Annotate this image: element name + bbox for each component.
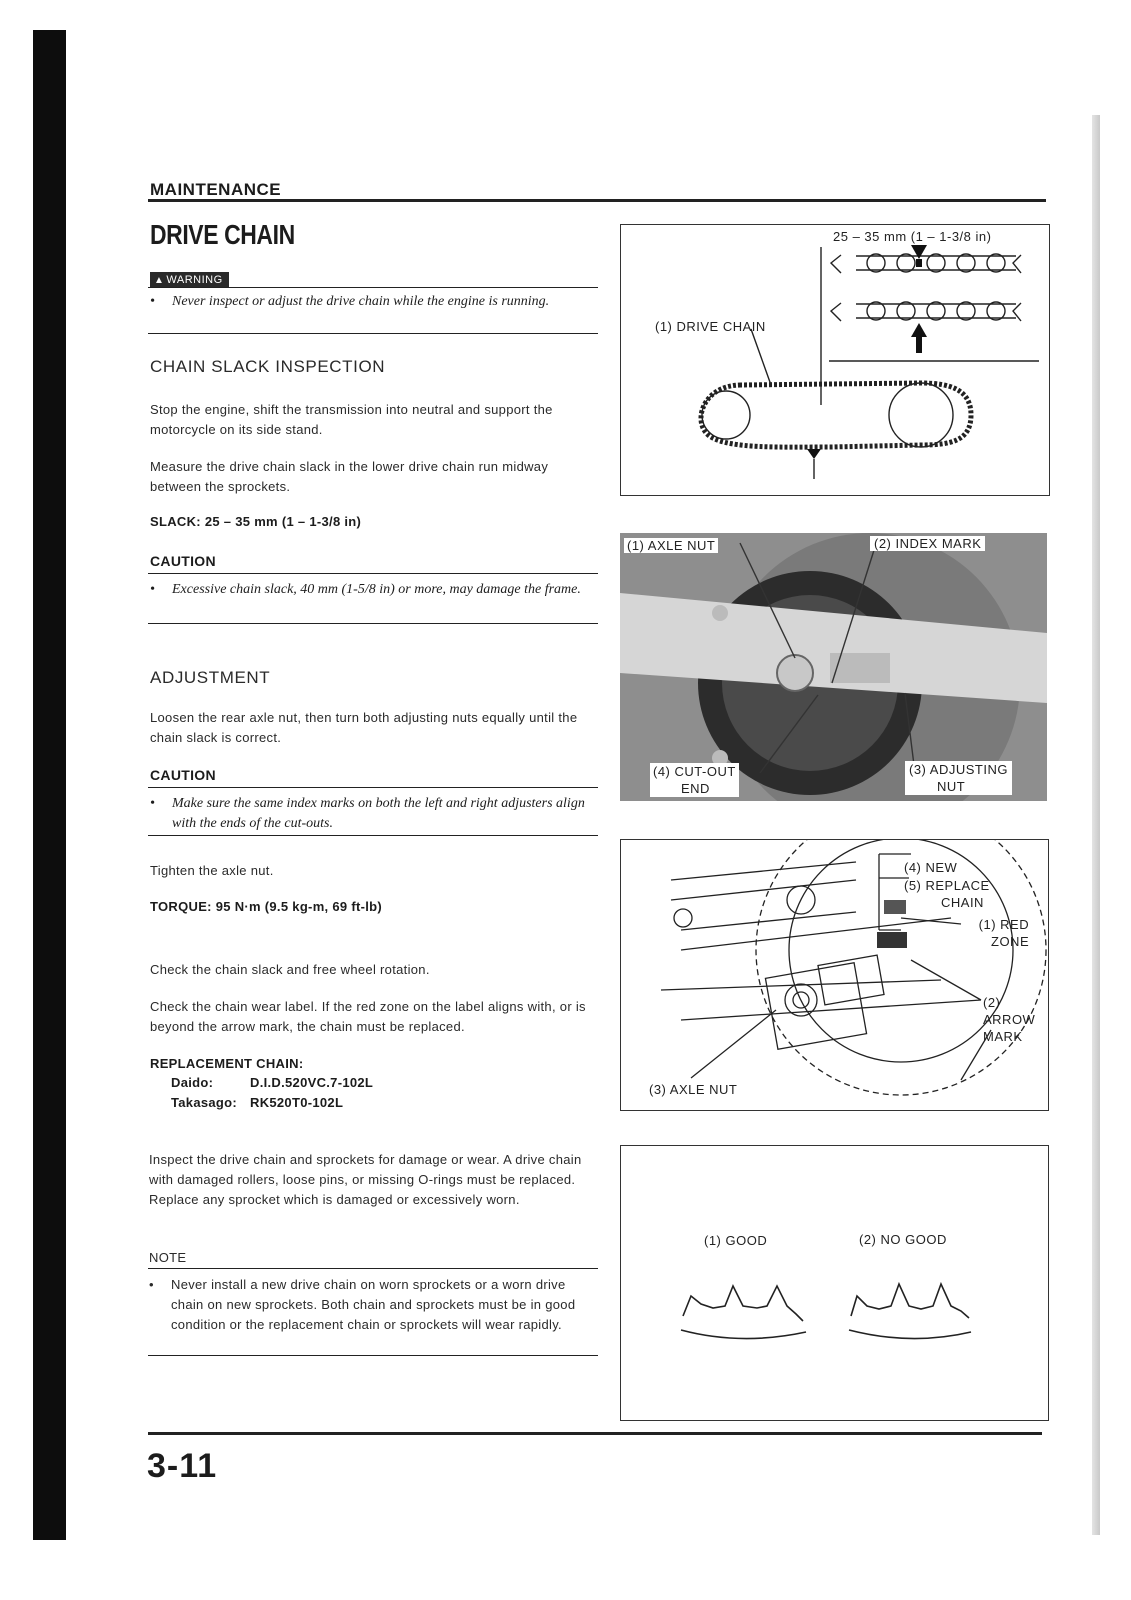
tighten-text: Tighten the axle nut. xyxy=(150,863,274,878)
axle-nut-label-2: (3) AXLE NUT xyxy=(649,1082,738,1097)
cut-out-label xyxy=(650,763,739,797)
warning-badge xyxy=(150,272,229,288)
replace-chain-label xyxy=(904,877,990,911)
inspection-para-2: Measure the drive chain slack in the lower drive chain run midway between the sprockets. xyxy=(150,459,549,494)
warning-rule-top xyxy=(148,287,598,288)
daido-label: Daido: xyxy=(171,1075,214,1090)
inspect-text: Inspect the drive chain and sprockets for damage or wear. A drive chain with damaged rollers, loose pins, or missing O-rings must be replaced. Replace any sprocket which is damaged or excessively worn. xyxy=(149,1152,582,1207)
caution-heading-2: CAUTION xyxy=(150,767,216,783)
caution-rule-top-2 xyxy=(148,787,598,788)
page-number: 3-11 xyxy=(147,1447,218,1485)
drive-chain-label: (1) DRIVE CHAIN xyxy=(655,319,766,334)
caution-rule-top-1 xyxy=(148,573,598,574)
replacement-heading: REPLACEMENT CHAIN: xyxy=(150,1056,304,1071)
replace-chain-label-line-2: CHAIN xyxy=(941,895,984,910)
arrow-mark-label-line-3: MARK xyxy=(983,1029,1023,1044)
warning-text: Never inspect or adjust the drive chain while the engine is running. xyxy=(172,294,550,309)
adjustment-para-1: Loosen the rear axle nut, then turn both adjusting nuts equally until the chain slack is correct. xyxy=(150,710,578,745)
note-text: Never install a new drive chain on worn sprockets or a worn drive chain on new sprockets. Both chain and sprockets must be in good condition or the replacement chain or sprockets will wear rapidly. xyxy=(171,1277,576,1332)
caution-item-1 xyxy=(150,580,598,600)
inspection-heading: CHAIN SLACK INSPECTION xyxy=(150,357,386,376)
footer-rule xyxy=(148,1432,1042,1435)
section-header: MAINTENANCE xyxy=(150,180,282,199)
caution-rule-bottom-1 xyxy=(148,623,598,624)
figure-sprocket xyxy=(620,1145,1049,1421)
caution-text-1: Excessive chain slack, 40 mm (1-5/8 in) or more, may damage the frame. xyxy=(172,582,581,597)
header-rule xyxy=(148,199,1046,202)
sprocket-teeth-diagram xyxy=(621,1146,1048,1420)
figure-wear-label xyxy=(620,839,1049,1111)
red-zone-label xyxy=(961,916,1029,950)
check-text-2: Check the chain wear label. If the red zone on the label aligns with, or is beyond the arrow mark, the chain must be replaced. xyxy=(150,999,586,1034)
slack-dimension: 25 – 35 mm (1 – 1-3/8 in) xyxy=(833,229,992,244)
bullet-icon: • xyxy=(149,1277,154,1292)
binding-shadow xyxy=(33,30,66,1540)
arrow-mark-label-line-2: ARROW xyxy=(983,1012,1036,1027)
torque-spec: TORQUE: 95 N·m (9.5 kg-m, 69 ft-lb) xyxy=(150,899,383,914)
inspection-para-1: Stop the engine, shift the transmission into neutral and support the motorcycle on its side stand. xyxy=(150,402,553,437)
check-text-1: Check the chain slack and free wheel rotation. xyxy=(150,962,430,977)
note-rule-top xyxy=(148,1268,598,1269)
warning-badge-label: WARNING xyxy=(166,274,223,286)
no-good-label: (2) NO GOOD xyxy=(859,1232,947,1247)
caution-heading-1: CAUTION xyxy=(150,553,216,569)
bullet-icon: • xyxy=(150,582,155,597)
arrow-mark-label xyxy=(983,994,1035,1045)
figure-axle-photo xyxy=(620,533,1047,801)
adjusting-nut-label xyxy=(905,761,1012,795)
red-zone-label-line-1: (1) RED xyxy=(978,917,1030,932)
page-title: DRIVE CHAIN xyxy=(150,219,295,250)
replace-chain-label-line-1: (5) REPLACE xyxy=(904,878,990,893)
caution-text-2: Make sure the same index marks on both the left and right adjusters align with the ends of the cut-outs. xyxy=(172,796,585,831)
caution-item-2 xyxy=(150,794,598,834)
index-mark-label: (2) INDEX MARK xyxy=(870,536,985,551)
takasago-value: RK520T0-102L xyxy=(250,1095,344,1110)
adjusting-nut-label-line-1: (3) ADJUSTING xyxy=(909,762,1008,777)
note-heading: NOTE xyxy=(149,1250,187,1265)
cut-out-label-line-1: (4) CUT-OUT xyxy=(653,764,736,779)
cut-out-label-line-2: END xyxy=(681,781,710,796)
note-rule-bottom xyxy=(148,1355,598,1356)
slack-spec: SLACK: 25 – 35 mm (1 – 1-3/8 in) xyxy=(150,514,362,529)
good-label: (1) GOOD xyxy=(704,1233,768,1248)
warning-item xyxy=(150,292,598,312)
bullet-icon: • xyxy=(150,294,155,309)
takasago-label: Takasago: xyxy=(171,1095,238,1110)
note-item xyxy=(149,1275,597,1335)
adjusting-nut-label-line-2: NUT xyxy=(937,779,966,794)
new-label: (4) NEW xyxy=(904,860,958,875)
warning-rule-bottom xyxy=(148,333,598,334)
adjustment-heading: ADJUSTMENT xyxy=(150,668,271,687)
axle-nut-label: (1) AXLE NUT xyxy=(624,538,718,553)
drive-chain-diagram xyxy=(621,225,1049,495)
page-edge-shadow xyxy=(1092,115,1100,1535)
bullet-icon: • xyxy=(150,796,155,811)
daido-value: D.I.D.520VC.7-102L xyxy=(250,1075,374,1090)
red-zone-label-line-2: ZONE xyxy=(991,934,1030,949)
arrow-mark-label-line-1: (2) xyxy=(983,995,1001,1010)
warning-icon: ▲ xyxy=(154,275,165,286)
caution-rule-bottom-2 xyxy=(148,835,598,836)
figure-drive-chain xyxy=(620,224,1050,496)
